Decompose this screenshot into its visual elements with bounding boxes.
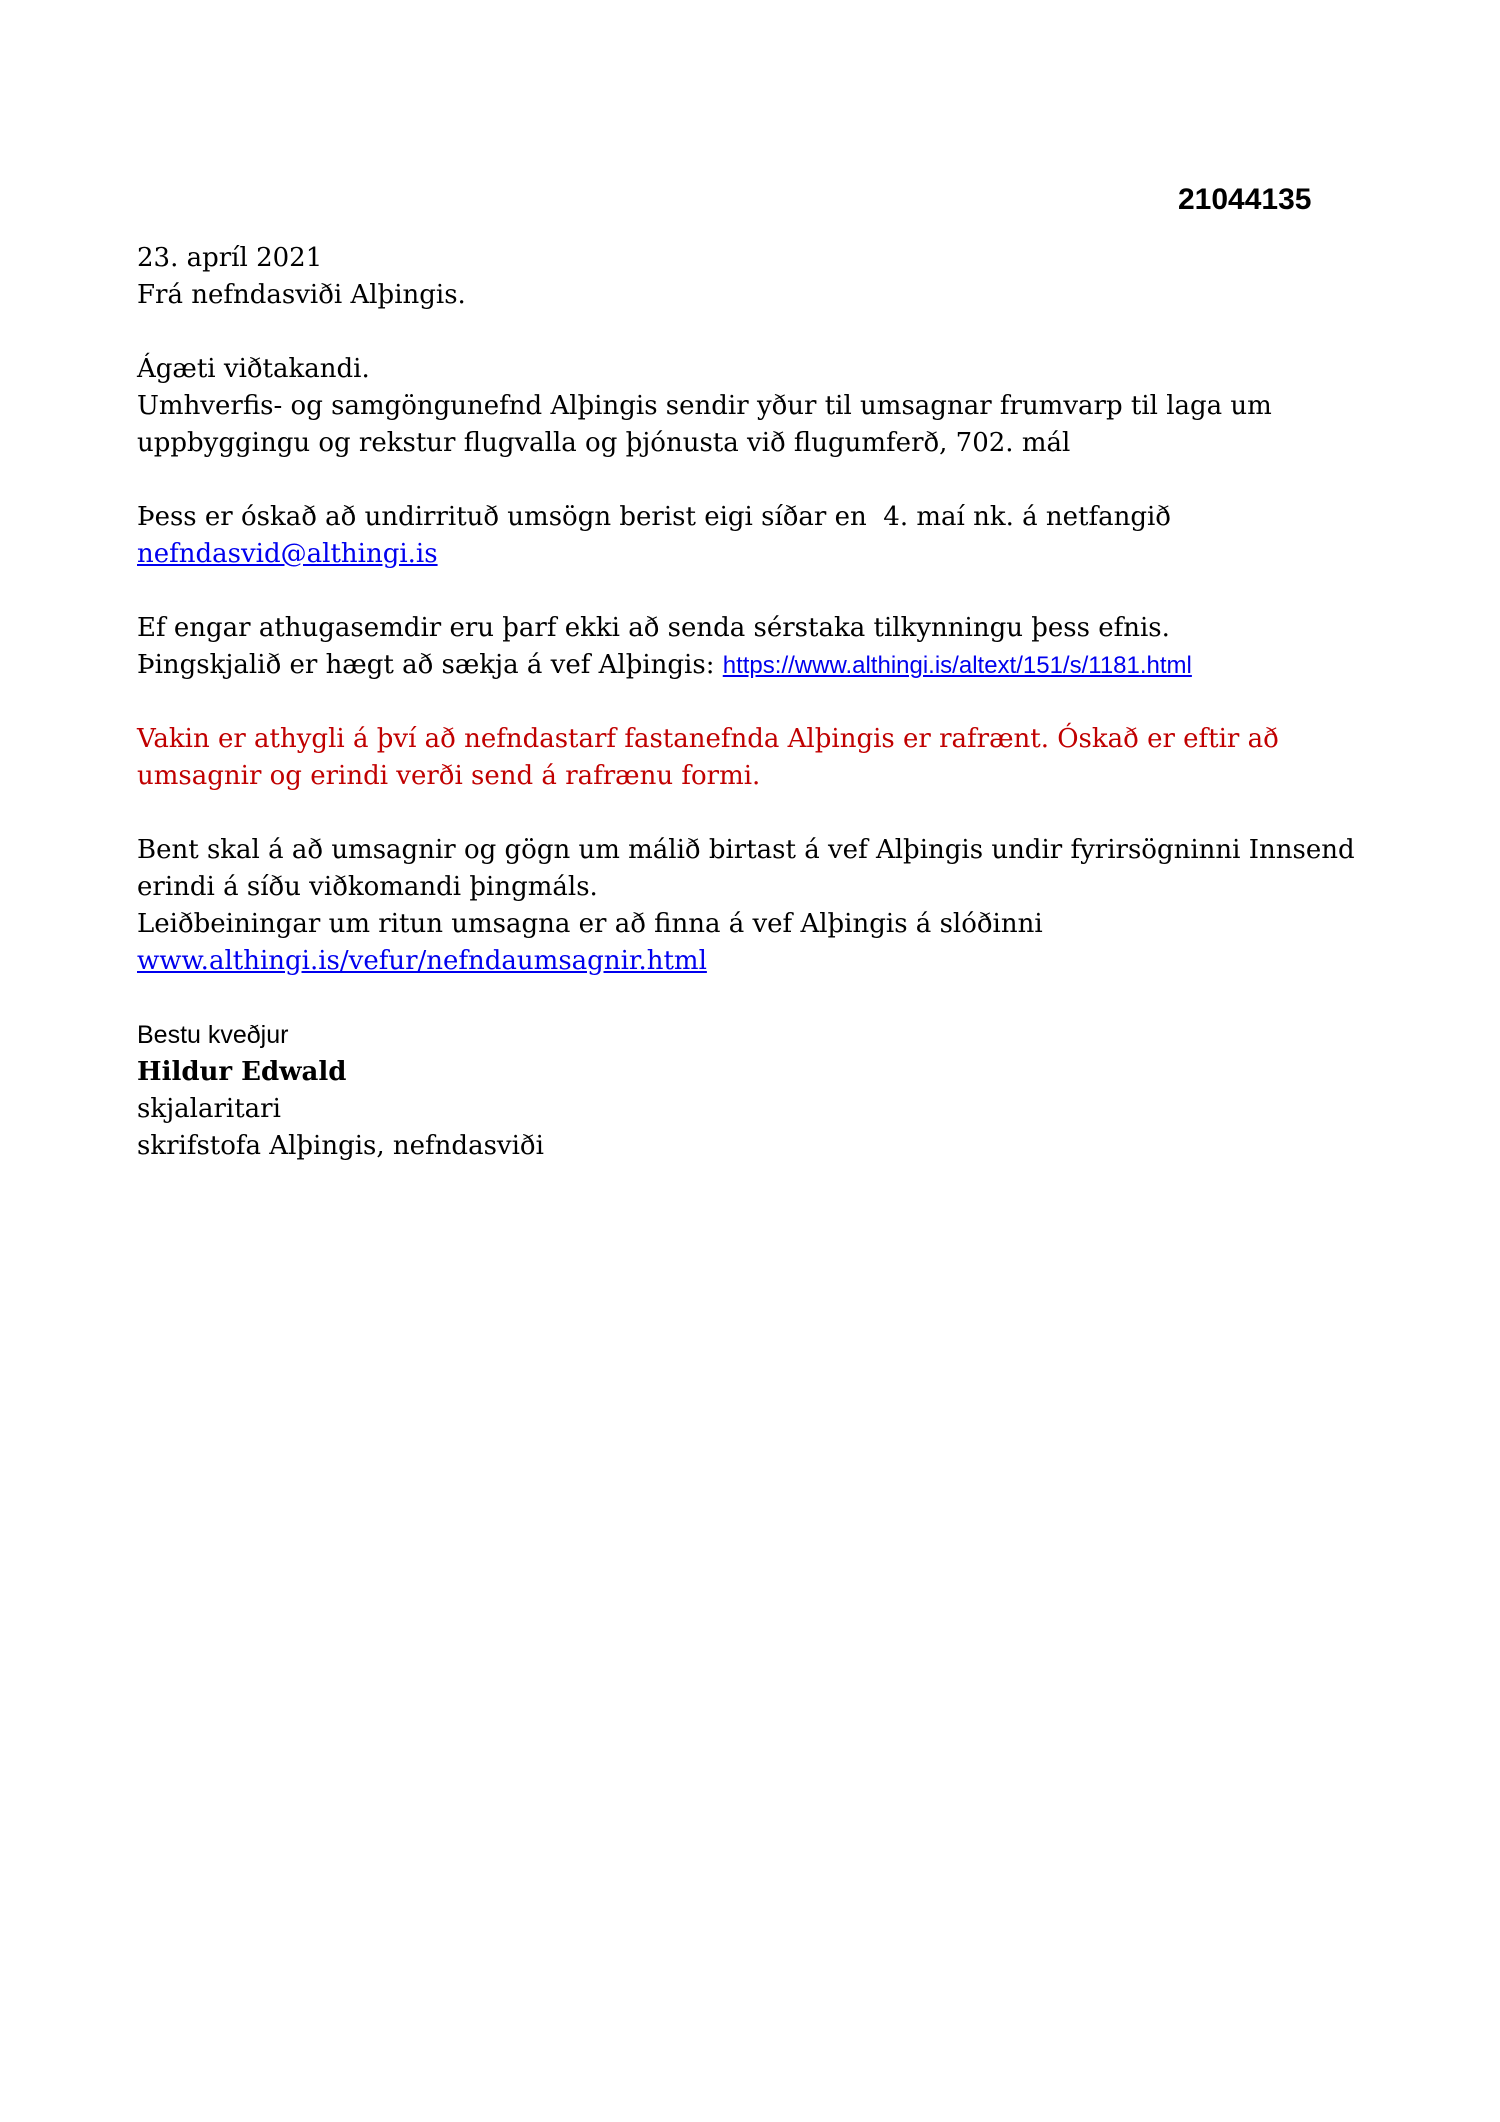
signature-title: skjalaritari [137, 1094, 281, 1124]
signature-name: Hildur Edwald [137, 1057, 347, 1087]
notice-line-1: Vakin er athygli á því að nefndastarf fastanefnda Alþingis er rafrænt. Óskað er eftir að [137, 724, 1279, 754]
blank-line [137, 795, 1355, 832]
bill-line [137, 647, 1355, 684]
subject-line-1: Umhverfis- og samgöngunefnd Alþingis sendir yður til umsagnar frumvarp til laga um [137, 391, 1272, 421]
email-link[interactable]: nefndasvid@althingi.is [137, 539, 438, 569]
closing-line: Bestu kveðjur [137, 1021, 289, 1049]
blank-line [137, 980, 1355, 1017]
bill-url-link[interactable]: https://www.althingi.is/altext/151/s/1181.html [722, 652, 1192, 679]
document-number: 21044135 [1178, 183, 1312, 216]
signature-org: skrifstofa Alþingis, nefndasviði [137, 1131, 544, 1161]
guidelines-url-line [137, 943, 1355, 980]
subject-line-2: uppbyggingu og rekstur flugvalla og þjónusta við flugumferð, 702. mál [137, 428, 1071, 458]
notice-line-2: umsagnir og erindi verði send á rafrænu formi. [137, 761, 761, 791]
guidelines-line: Leiðbeiningar um ritun umsagna er að finna á vef Alþingis á slóðinni [137, 909, 1043, 939]
published-line-1: Bent skal á að umsagnir og gögn um málið birtast á vef Alþingis undir fyrirsögninni Innsend [137, 835, 1355, 865]
letter-content [137, 240, 1355, 1165]
email-line [137, 536, 1355, 573]
greeting-line: Ágæti viðtakandi. [137, 354, 370, 384]
blank-line [137, 462, 1355, 499]
blank-line [137, 573, 1355, 610]
blank-line [137, 684, 1355, 721]
guidelines-url-link[interactable]: www.althingi.is/vefur/nefndaumsagnir.html [137, 946, 707, 976]
from-line: Frá nefndasviði Alþingis. [137, 280, 466, 310]
no-comments-line: Ef engar athugasemdir eru þarf ekki að senda sérstaka tilkynningu þess efnis. [137, 613, 1170, 643]
bill-line-prefix: Þingskjalið er hægt að sækja á vef Alþingis: [137, 650, 723, 680]
published-line-2: erindi á síðu viðkomandi þingmáls. [137, 872, 598, 902]
blank-line [137, 314, 1355, 351]
date-line: 23. apríl 2021 [137, 243, 323, 273]
deadline-line: Þess er óskað að undirrituð umsögn berist eigi síðar en 4. maí nk. á netfangið [137, 502, 1171, 532]
